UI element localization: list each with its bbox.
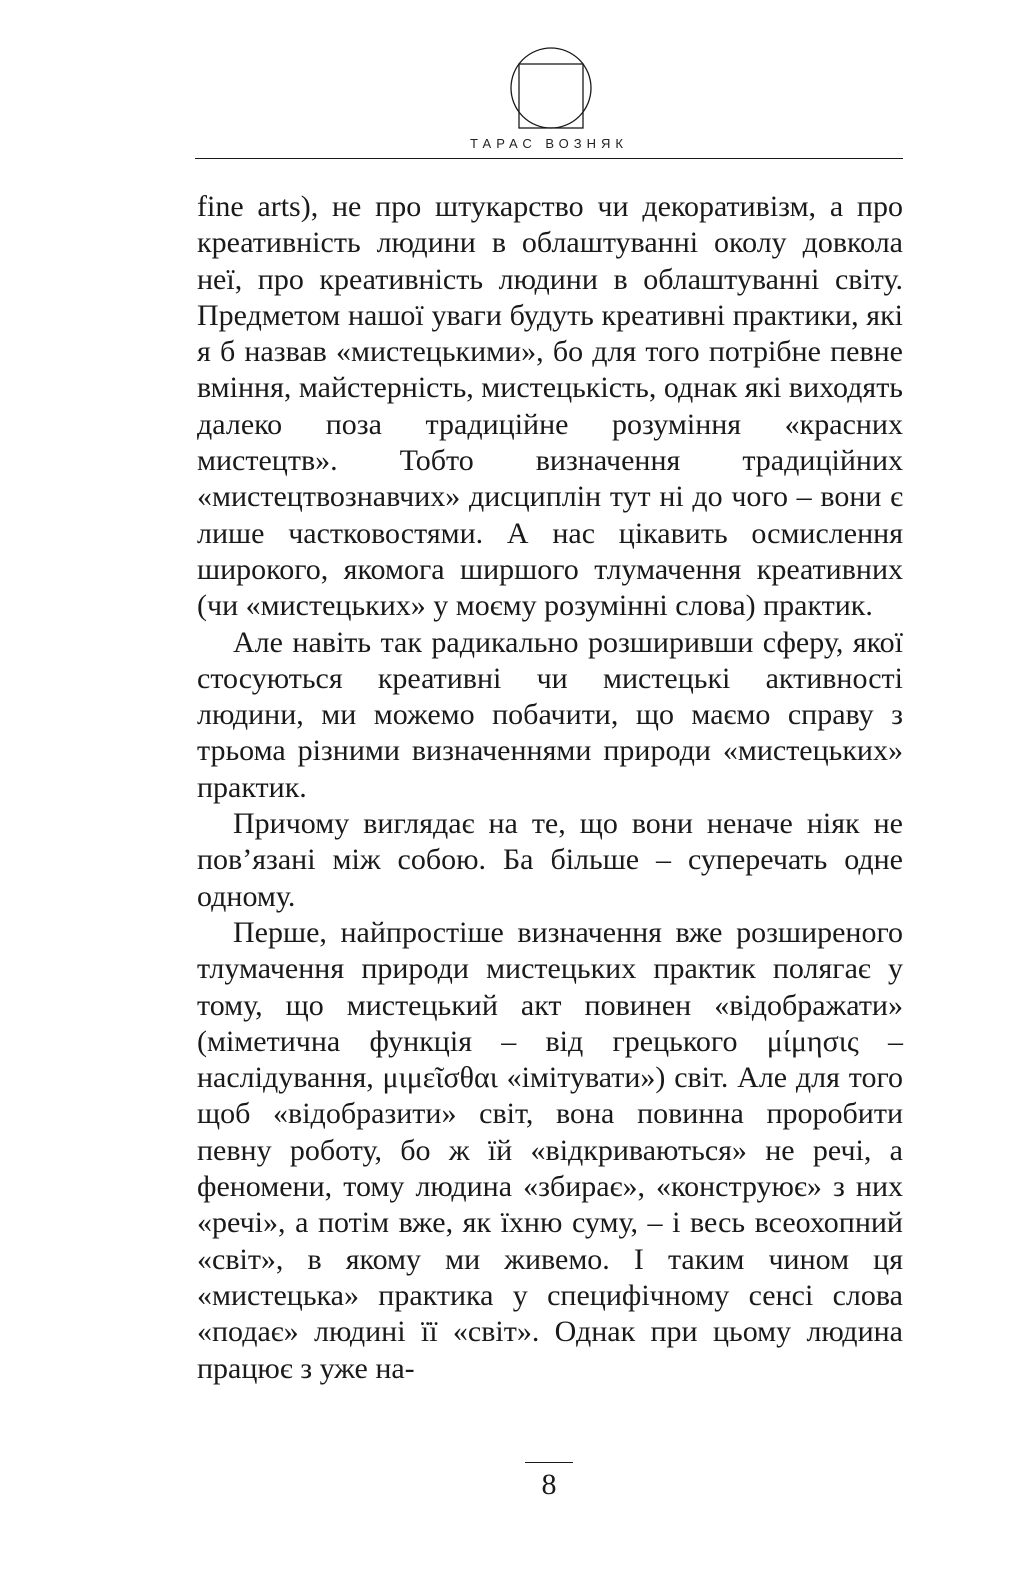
page-number-rule — [525, 1462, 573, 1463]
body-text — [197, 189, 903, 1387]
header-rule — [195, 158, 903, 159]
paragraph-4: Перше, найпростіше визначення вже розширеного тлумачення природи мистецьких практик полягає у тому, що мистецький акт повинен «відображати» (міметична функція – від грецького μίμησις – наслідування, μιμεῖσθαι «імітувати») світ. Але для того щоб «відобразити» світ, вона повинна проробити певну роботу, бо ж їй «відкриваються» не речі, а феномени, тому людина «збирає», «конструює» з них «речі», а потім вже, як їхню суму, – і весь всеохопний «світ», в якому ми живемо. І таким чином ця «мистецька» практика у специфічному сенсі слова «подає» людині її «світ». Однак при цьому людина працює з уже на- — [197, 915, 903, 1385]
paragraph-3: Причому виглядає на те, що вони неначе ніяк не пов’язані між собою. Ба більше – суперечать одне одному. — [197, 807, 903, 913]
paragraph-2: Але навіть так радикально розширивши сферу, якої стосуються креативні чи мистецькі активності людини, ми можемо побачити, що маємо справу з трьома різними визначеннями природи «мистецьких» практик. — [197, 625, 903, 804]
page-number: 8 — [541, 1468, 557, 1501]
circle-square-logo-icon — [509, 46, 593, 130]
running-head-author: ТАРАС ВОЗНЯК — [470, 136, 628, 151]
paragraph-1: fine arts), не про штукарство чи декоративізм, а про креативність людини в облаштуванні околу довкола неї, про креативність людини в облаштуванні світу. Предметом нашої уваги будуть креативні практики, які я б назвав «мистецькими», бо для того потрібне певне вміння, майстерність, мистецькість, однак які виходять далеко поза традиційне розуміння «красних мистецтв». Тобто визначення традиційних «мистецтвознавчих» дисциплін тут ні до чого – вони є лише частковостями. А нас цікавить осмислення широкого, якомога ширшого тлумачення креативних (чи «мистецьких» у моєму розумінні слова) практик. — [197, 190, 903, 623]
